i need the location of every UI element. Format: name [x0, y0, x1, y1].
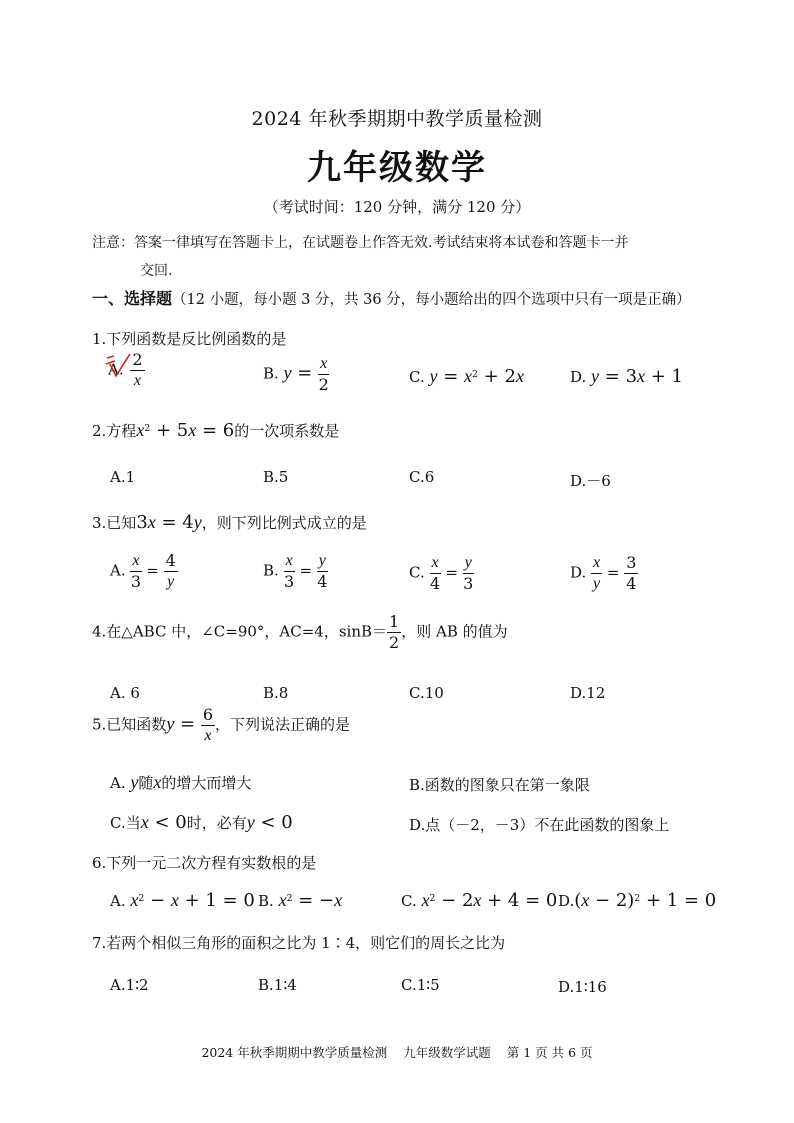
- question-6-option-d: $D.(x - 2)^2 + 1 = 0$: [558, 890, 717, 911]
- question-7-stem: 7.若两个相似三角形的面积之比为 1∶4，则它们的周长之比为: [92, 934, 506, 952]
- exam-info: （考试时间：120 分钟，满分 120 分）: [263, 198, 531, 216]
- grading-check-mark-icon: [104, 352, 134, 386]
- question-4-option-a: A. 6: [110, 684, 140, 702]
- question-2-option-b: B.5: [263, 468, 289, 486]
- page-footer: 2024 年秋季期期中教学质量检测 九年级数学试题 第 1 页 共 6 页: [201, 1045, 593, 1060]
- question-7-option-d: D.1∶16: [558, 978, 607, 996]
- question-6-stem: 6.下列一元二次方程有实数根的是: [92, 854, 317, 872]
- question-2-option-d: D.－6: [570, 472, 611, 490]
- question-3-stem: 3.已知3x = 4y，则下列比例式成立的是: [92, 512, 367, 533]
- question-5-option-a: A. y随x的增大而增大: [110, 772, 252, 792]
- option-letter: C.: [409, 368, 425, 386]
- question-1-stem: 1.下列函数是反比例函数的是: [92, 330, 287, 348]
- question-3-option-b: B. $\frac{x}{3}$ = $\frac{y}{4}$: [263, 552, 328, 591]
- question-2-option-a: A.1: [110, 468, 136, 486]
- notice-line-1: 注意：答案一律填写在答题卡上，在试题卷上作答无效.考试结束将本试卷和答题卡一并: [92, 235, 629, 251]
- question-4-stem: 4.在△ABC 中，∠C=90°，AC=4，sinB＝ $\frac{1}{2}$ ，则 AB 的值为: [92, 612, 508, 652]
- page-number: 第 1 页 共 6 页: [506, 1045, 593, 1060]
- question-4-option-d: D.12: [570, 684, 606, 702]
- section-label: 一、选择题: [92, 289, 173, 308]
- question-1-option-b: B. y = $\frac{x}{2}$: [263, 355, 329, 394]
- question-5-option-c: C.当x < 0时，必有y < 0: [110, 812, 293, 833]
- question-6-option-c: C. $x^2 - 2x + 4 = 0$: [401, 890, 558, 911]
- question-7-option-b: B.1∶4: [258, 976, 297, 994]
- option-letter: D.: [570, 368, 587, 386]
- question-7-option-c: C.1∶5: [401, 976, 440, 994]
- exam-subtitle: 2024 年秋季期期中教学质量检测: [251, 108, 543, 130]
- exam-title: 九年级数学: [307, 148, 487, 188]
- question-7-option-a: A.1∶2: [110, 976, 149, 994]
- notice-line-2: 交回.: [140, 263, 173, 279]
- option-letter: A.: [108, 360, 124, 379]
- question-2-option-c: C.6: [409, 468, 435, 486]
- section-description: （12 小题，每小题 3 分，共 36 分，每小题给出的四个选项中只有一项是正确）: [172, 292, 691, 308]
- question-3-option-c: C. $\frac{x}{4}$ = $\frac{y}{3}$: [409, 554, 474, 593]
- question-6-option-a: A. $x^2 - x + 1 = 0$: [110, 890, 255, 911]
- question-4-option-c: C.10: [409, 684, 444, 702]
- question-3-option-d: D. $\frac{x}{y}$ = $\frac{3}{4}$: [570, 553, 637, 593]
- question-2-stem: 2.方程$x^2 + 5x = 6$的一次项系数是: [92, 420, 340, 441]
- question-6-option-b: B. $x^2 = -x$: [258, 890, 343, 911]
- section-heading: [92, 286, 691, 309]
- question-1-option-d: D. y = 3x + 1: [570, 366, 684, 387]
- option-letter: B.: [263, 364, 279, 383]
- question-5-option-b: B.函数的图象只在第一象限: [409, 776, 590, 794]
- question-5-stem: 5.已知函数y = $\frac{6}{x}$ ，下列说法正确的是: [92, 705, 351, 744]
- question-3-option-a: A. $\frac{x}{3}$ = $\frac{4}{y}$: [110, 551, 176, 591]
- question-5-option-d: D.点（－2，－3）不在此函数的图象上: [409, 816, 670, 834]
- question-1-option-a: A. $\frac{2}{x}$: [108, 350, 143, 389]
- question-4-option-b: B.8: [263, 684, 289, 702]
- question-1-option-c: C. $y = x^2 + 2x$: [409, 366, 524, 387]
